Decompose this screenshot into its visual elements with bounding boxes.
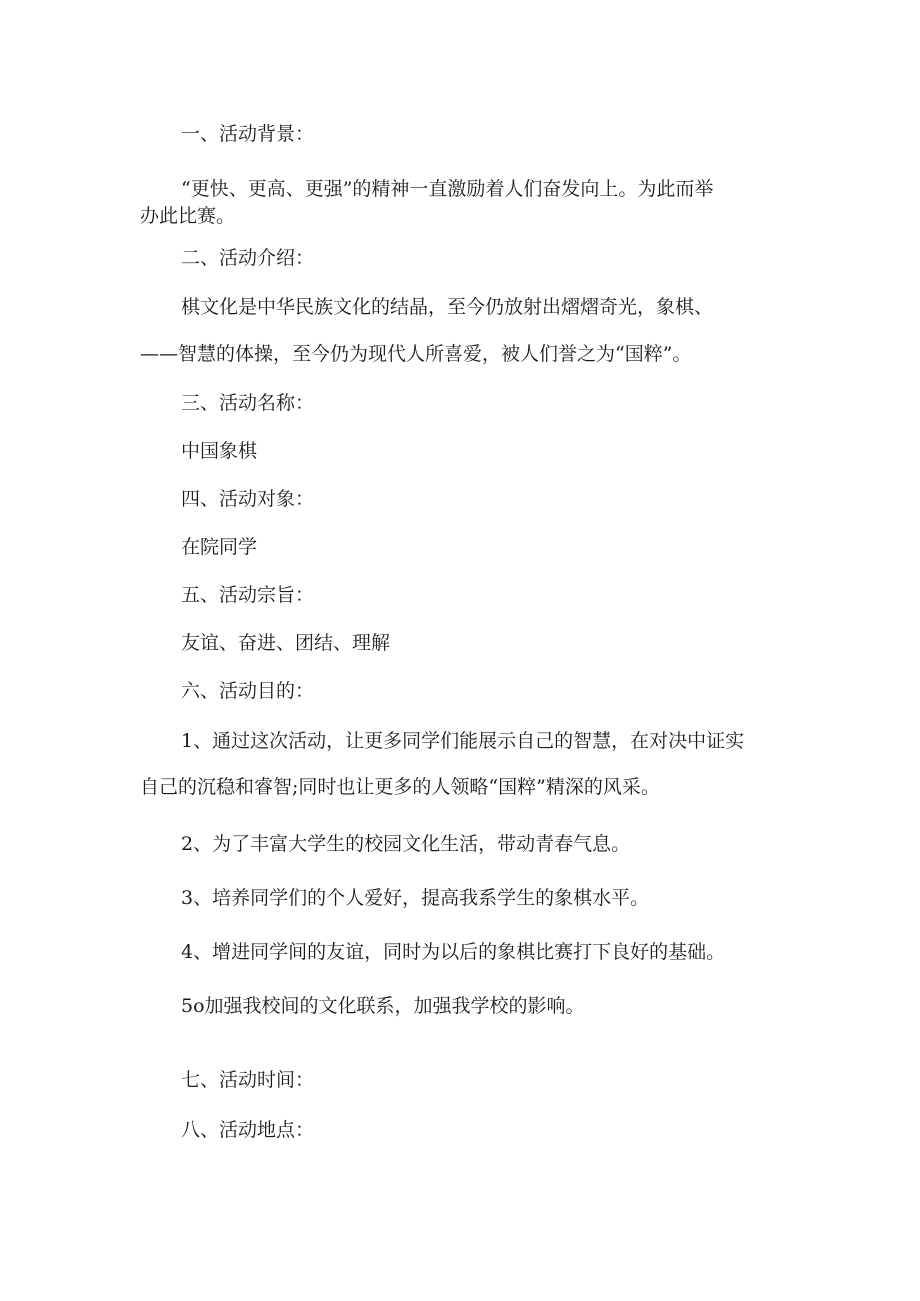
paragraph-line: “更快、更高、更强”的精神一直激励着人们奋发向上。为此而举 (181, 178, 714, 200)
section-heading: 一、活动背景： (181, 123, 315, 145)
paragraph-line: 办此比赛。 (140, 205, 236, 227)
paragraph-line: 在院同学 (181, 536, 258, 558)
paragraph-line: 自己的沉稳和睿智;同时也让更多的人领略“国粹”精深的风采。 (140, 776, 660, 798)
section-heading: 五、活动宗旨： (181, 584, 315, 606)
paragraph-line: 4、增进同学间的友谊，同时为以后的象棋比赛打下良好的基础。 (181, 941, 726, 963)
paragraph-line: 3、培养同学们的个人爱好，提高我系学生的象棋水平。 (181, 887, 650, 909)
paragraph-line: 友谊、奋进、团结、理解 (181, 632, 391, 654)
section-heading: 四、活动对象： (181, 488, 315, 510)
section-heading: 三、活动名称： (181, 392, 315, 414)
paragraph-line: 2、为了丰富大学生的校园文化生活，带动青春气息。 (181, 833, 631, 855)
paragraph-line: 5o加强我校间的文化联系，加强我学校的影响。 (181, 995, 585, 1017)
paragraph-line: 中国象棋 (181, 440, 258, 462)
section-heading: 六、活动目的： (181, 680, 315, 702)
paragraph-line: ——智慧的体操，至今仍为现代人所喜爱，被人们誉之为“国粹”。 (140, 343, 692, 365)
section-heading: 七、活动时间： (181, 1069, 315, 1091)
section-heading: 二、活动介绍： (181, 247, 315, 269)
paragraph-line: 1、通过这次活动，让更多同学们能展示自己的智慧，在对决中证实 (181, 730, 745, 752)
paragraph-line: 棋文化是中华民族文化的结晶，至今仍放射出熠熠奇光，象棋、 (181, 296, 714, 318)
section-heading: 八、活动地点： (181, 1119, 315, 1141)
